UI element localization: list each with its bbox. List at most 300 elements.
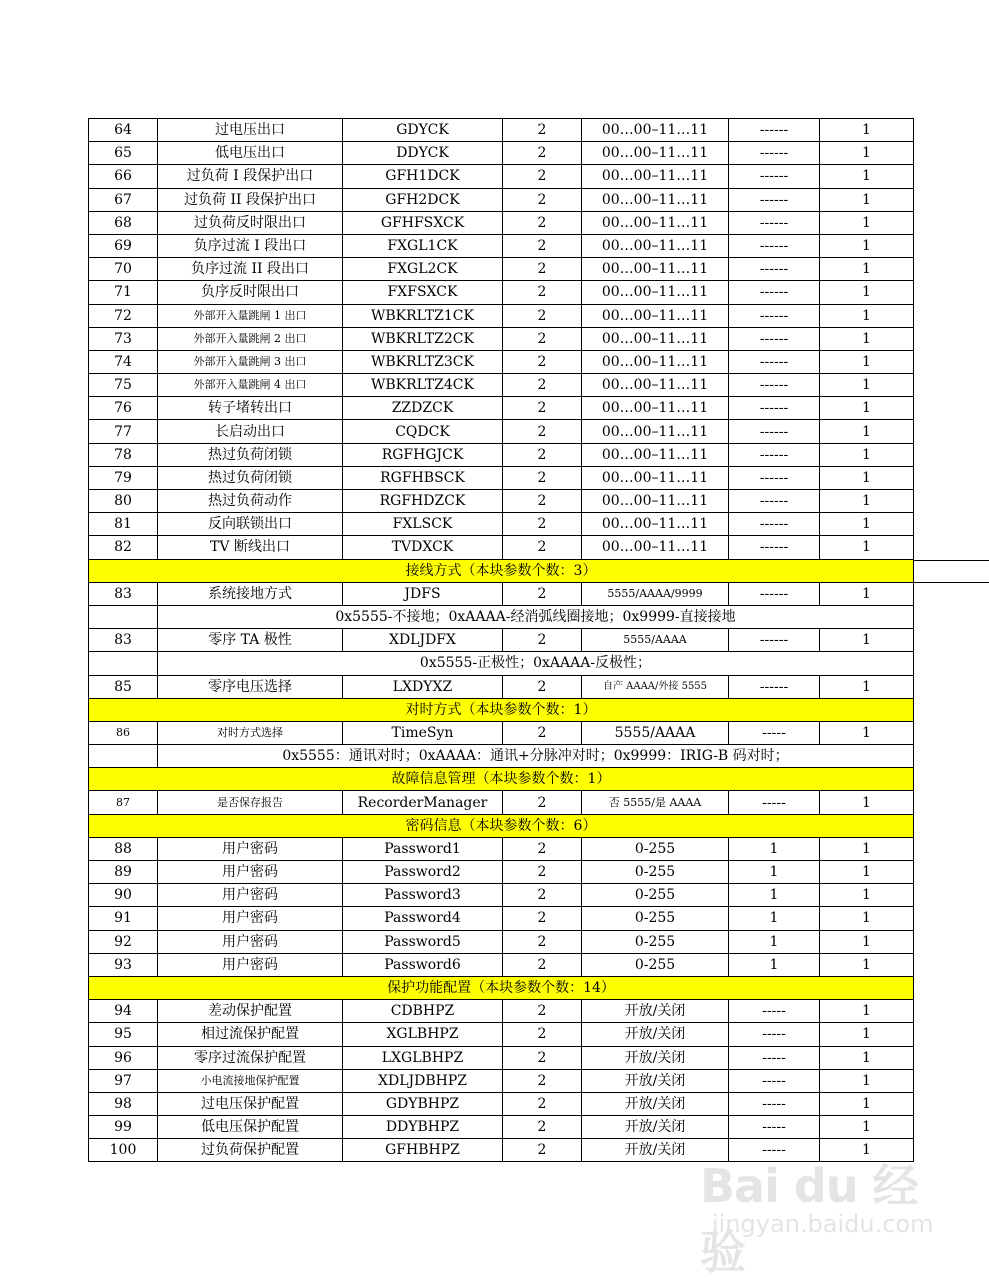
cell-factor: 1: [820, 791, 914, 814]
cell-no: 74: [89, 350, 158, 373]
cell-no: 88: [89, 837, 158, 860]
note-row: [89, 745, 914, 768]
cell-range: 否 5555/是 AAAA: [582, 791, 729, 814]
cell-len: 2: [503, 1092, 582, 1115]
cell-len: 2: [503, 884, 582, 907]
cell-name: 零序电压选择: [158, 675, 343, 698]
table-row: [89, 142, 914, 165]
cell-unit: ------: [729, 629, 820, 652]
cell-range: 00…00–11…11: [582, 420, 729, 443]
cell-factor: 1: [820, 234, 914, 257]
cell-range: 开放/关闭: [582, 1000, 729, 1023]
cell-no: 79: [89, 466, 158, 489]
cell-range: 00…00–11…11: [582, 536, 729, 559]
table-row: [89, 907, 914, 930]
watermark-logo: Bai du 经验: [700, 1159, 918, 1279]
cell-unit: ------: [729, 536, 820, 559]
cell-name: 外部开入量跳闸 3 出口: [158, 350, 343, 373]
table-row: [89, 420, 914, 443]
cell-name: 对时方式选择: [158, 721, 343, 744]
baidu-jingyan-watermark: [700, 1150, 940, 1279]
parameter-table-body: [89, 119, 914, 1162]
section-title: 保护功能配置（本块参数个数：14）: [89, 976, 914, 999]
cell-name: 外部开入量跳闸 2 出口: [158, 327, 343, 350]
cell-no: 81: [89, 513, 158, 536]
cell-range: 0-255: [582, 884, 729, 907]
cell-len: 2: [503, 211, 582, 234]
cell-range: 00…00–11…11: [582, 397, 729, 420]
cell-unit: ------: [729, 675, 820, 698]
cell-factor: 1: [820, 1023, 914, 1046]
table-row: [89, 837, 914, 860]
cell-range: 00…00–11…11: [582, 443, 729, 466]
table-row: [89, 466, 914, 489]
cell-unit: -----: [729, 1139, 820, 1162]
cell-no: 80: [89, 490, 158, 513]
section-header-row: [89, 559, 914, 582]
cell-code: GDYCK: [343, 119, 503, 142]
cell-len: 2: [503, 930, 582, 953]
cell-factor: 1: [820, 1046, 914, 1069]
table-row: [89, 791, 914, 814]
cell-range: 00…00–11…11: [582, 490, 729, 513]
cell-len: 2: [503, 629, 582, 652]
cell-code: TVDXCK: [343, 536, 503, 559]
cell-no: 73: [89, 327, 158, 350]
cell-name: 长启动出口: [158, 420, 343, 443]
cell-no: 65: [89, 142, 158, 165]
cell-len: 2: [503, 350, 582, 373]
cell-unit: ------: [729, 397, 820, 420]
table-row: [89, 188, 914, 211]
cell-code: LXGLBHPZ: [343, 1046, 503, 1069]
cell-name: 过负荷 I 段保护出口: [158, 165, 343, 188]
cell-len: 2: [503, 536, 582, 559]
cell-unit: ------: [729, 350, 820, 373]
cell-code: GFH2DCK: [343, 188, 503, 211]
table-row: [89, 513, 914, 536]
cell-unit: 1: [729, 837, 820, 860]
cell-unit: 1: [729, 953, 820, 976]
cell-unit: 1: [729, 907, 820, 930]
cell-factor: 1: [820, 582, 914, 605]
cell-factor: 1: [820, 861, 914, 884]
table-row: [89, 119, 914, 142]
cell-no: 69: [89, 234, 158, 257]
cell-code: RecorderManager: [343, 791, 503, 814]
cell-len: 2: [503, 1046, 582, 1069]
cell-no: 77: [89, 420, 158, 443]
cell-len: 2: [503, 837, 582, 860]
cell-factor: 1: [820, 721, 914, 744]
cell-len: 2: [503, 420, 582, 443]
cell-code: GFHFSXCK: [343, 211, 503, 234]
table-row: [89, 1069, 914, 1092]
cell-no: 66: [89, 165, 158, 188]
cell-len: 2: [503, 397, 582, 420]
cell-unit: ------: [729, 443, 820, 466]
cell-no: 99: [89, 1116, 158, 1139]
cell-factor: 1: [820, 142, 914, 165]
table-row: [89, 1092, 914, 1115]
cell-len: 2: [503, 513, 582, 536]
cell-len: 2: [503, 791, 582, 814]
cell-name: 热过负荷动作: [158, 490, 343, 513]
table-row: [89, 1046, 914, 1069]
cell-range: 自产 AAAA/外接 5555: [582, 675, 729, 698]
cell-code: Password6: [343, 953, 503, 976]
cell-no: 83: [89, 629, 158, 652]
cell-len: 2: [503, 165, 582, 188]
cell-range: 00…00–11…11: [582, 304, 729, 327]
cell-no: 98: [89, 1092, 158, 1115]
table-row: [89, 930, 914, 953]
cell-factor: 1: [820, 837, 914, 860]
cell-name: 零序 TA 极性: [158, 629, 343, 652]
cell-factor: 1: [820, 1092, 914, 1115]
cell-name: 外部开入量跳闸 4 出口: [158, 374, 343, 397]
cell-name: 差动保护配置: [158, 1000, 343, 1023]
cell-unit: -----: [729, 1046, 820, 1069]
cell-len: 2: [503, 188, 582, 211]
cell-unit: ------: [729, 258, 820, 281]
table-row: [89, 397, 914, 420]
cell-unit: 1: [729, 930, 820, 953]
cell-range: 00…00–11…11: [582, 327, 729, 350]
cell-no: 90: [89, 884, 158, 907]
cell-name: 外部开入量跳闸 1 出口: [158, 304, 343, 327]
table-row: [89, 536, 914, 559]
cell-factor: 1: [820, 1069, 914, 1092]
cell-len: 2: [503, 721, 582, 744]
cell-name: 是否保存报告: [158, 791, 343, 814]
cell-no: 78: [89, 443, 158, 466]
cell-no: 86: [89, 721, 158, 744]
cell-factor: 1: [820, 281, 914, 304]
cell-factor: 1: [820, 165, 914, 188]
table-row: [89, 1023, 914, 1046]
table-row: [89, 675, 914, 698]
cell-range: 0-255: [582, 930, 729, 953]
note-blank-cell: [89, 652, 158, 675]
cell-range: 00…00–11…11: [582, 374, 729, 397]
section-title: 对时方式（本块参数个数：1）: [89, 698, 914, 721]
cell-name: 低电压保护配置: [158, 1116, 343, 1139]
cell-name: 用户密码: [158, 837, 343, 860]
cell-no: 75: [89, 374, 158, 397]
cell-range: 00…00–11…11: [582, 466, 729, 489]
cell-range: 开放/关闭: [582, 1116, 729, 1139]
watermark-url: jingyan.baidu.com: [712, 1210, 934, 1238]
table-row: [89, 861, 914, 884]
cell-len: 2: [503, 1116, 582, 1139]
cell-no: 95: [89, 1023, 158, 1046]
cell-len: 2: [503, 119, 582, 142]
section-header-row: [89, 814, 914, 837]
cell-len: 2: [503, 142, 582, 165]
cell-code: Password2: [343, 861, 503, 884]
cell-unit: ------: [729, 234, 820, 257]
cell-name: 反向联锁出口: [158, 513, 343, 536]
cell-no: 83: [89, 582, 158, 605]
cell-unit: -----: [729, 1000, 820, 1023]
cell-code: GFHBHPZ: [343, 1139, 503, 1162]
cell-unit: ------: [729, 420, 820, 443]
table-row: [89, 582, 914, 605]
cell-no: 67: [89, 188, 158, 211]
cell-code: XDLJDBHPZ: [343, 1069, 503, 1092]
cell-range: 5555/AAAA/9999: [582, 582, 729, 605]
cell-factor: 1: [820, 629, 914, 652]
cell-len: 2: [503, 953, 582, 976]
table-row: [89, 211, 914, 234]
cell-range: 0-255: [582, 953, 729, 976]
cell-unit: ------: [729, 165, 820, 188]
cell-no: 91: [89, 907, 158, 930]
cell-len: 2: [503, 861, 582, 884]
cell-name: 零序过流保护配置: [158, 1046, 343, 1069]
cell-range: 开放/关闭: [582, 1092, 729, 1115]
table-row: [89, 304, 914, 327]
table-row: [89, 884, 914, 907]
cell-unit: -----: [729, 1069, 820, 1092]
cell-len: 2: [503, 1139, 582, 1162]
stray-rule-2: [913, 582, 989, 583]
cell-len: 2: [503, 281, 582, 304]
stray-rule-1: [913, 560, 989, 561]
cell-factor: 1: [820, 466, 914, 489]
cell-len: 2: [503, 234, 582, 257]
cell-code: GDYBHPZ: [343, 1092, 503, 1115]
cell-name: 相过流保护配置: [158, 1023, 343, 1046]
note-text: 0x5555-不接地；0xAAAA-经消弧线圈接地；0x9999-直接接地: [158, 605, 914, 628]
cell-unit: -----: [729, 1023, 820, 1046]
cell-name: 转子堵转出口: [158, 397, 343, 420]
cell-factor: 1: [820, 443, 914, 466]
table-row: [89, 1000, 914, 1023]
cell-unit: ------: [729, 327, 820, 350]
cell-range: 开放/关闭: [582, 1139, 729, 1162]
cell-range: 00…00–11…11: [582, 350, 729, 373]
cell-factor: 1: [820, 675, 914, 698]
cell-unit: ------: [729, 374, 820, 397]
cell-code: WBKRLTZ3CK: [343, 350, 503, 373]
cell-code: ZZDZCK: [343, 397, 503, 420]
cell-factor: 1: [820, 1139, 914, 1162]
cell-no: 89: [89, 861, 158, 884]
note-text: 0x5555：通讯对时；0xAAAA：通讯+分脉冲对时；0x9999：IRIG-B 码对时；: [158, 745, 914, 768]
cell-code: JDFS: [343, 582, 503, 605]
cell-factor: 1: [820, 953, 914, 976]
note-blank-cell: [89, 745, 158, 768]
cell-unit: ------: [729, 142, 820, 165]
table-row: [89, 1116, 914, 1139]
cell-factor: 1: [820, 490, 914, 513]
cell-code: Password5: [343, 930, 503, 953]
parameter-table: [88, 118, 914, 1162]
cell-range: 0-255: [582, 907, 729, 930]
cell-range: 5555/AAAA: [582, 629, 729, 652]
cell-code: XGLBHPZ: [343, 1023, 503, 1046]
cell-name: 热过负荷闭锁: [158, 466, 343, 489]
cell-name: 用户密码: [158, 861, 343, 884]
cell-len: 2: [503, 304, 582, 327]
cell-unit: -----: [729, 721, 820, 744]
note-row: [89, 652, 914, 675]
note-text: 0x5555-正极性；0xAAAA-反极性；: [158, 652, 914, 675]
cell-code: DDYCK: [343, 142, 503, 165]
cell-factor: 1: [820, 258, 914, 281]
cell-unit: ------: [729, 188, 820, 211]
cell-factor: 1: [820, 907, 914, 930]
table-row: [89, 281, 914, 304]
table-row: [89, 374, 914, 397]
cell-name: 用户密码: [158, 907, 343, 930]
cell-name: TV 断线出口: [158, 536, 343, 559]
cell-no: 70: [89, 258, 158, 281]
cell-name: 过电压出口: [158, 119, 343, 142]
cell-range: 00…00–11…11: [582, 119, 729, 142]
cell-code: FXFSXCK: [343, 281, 503, 304]
cell-no: 96: [89, 1046, 158, 1069]
cell-no: 85: [89, 675, 158, 698]
cell-range: 开放/关闭: [582, 1069, 729, 1092]
cell-factor: 1: [820, 1000, 914, 1023]
table-row: [89, 953, 914, 976]
cell-name: 负序过流 II 段出口: [158, 258, 343, 281]
cell-no: 71: [89, 281, 158, 304]
cell-len: 2: [503, 582, 582, 605]
cell-range: 00…00–11…11: [582, 211, 729, 234]
cell-code: WBKRLTZ2CK: [343, 327, 503, 350]
cell-no: 97: [89, 1069, 158, 1092]
cell-code: RGFHDZCK: [343, 490, 503, 513]
cell-name: 用户密码: [158, 884, 343, 907]
note-row: [89, 605, 914, 628]
cell-no: 76: [89, 397, 158, 420]
cell-range: 00…00–11…11: [582, 234, 729, 257]
table-row: [89, 721, 914, 744]
section-title: 密码信息（本块参数个数：6）: [89, 814, 914, 837]
cell-name: 用户密码: [158, 953, 343, 976]
cell-code: FXLSCK: [343, 513, 503, 536]
section-header-row: [89, 976, 914, 999]
cell-unit: 1: [729, 861, 820, 884]
cell-code: RGFHGJCK: [343, 443, 503, 466]
table-row: [89, 490, 914, 513]
cell-range: 5555/AAAA: [582, 721, 729, 744]
cell-code: FXGL2CK: [343, 258, 503, 281]
cell-range: 开放/关闭: [582, 1023, 729, 1046]
cell-name: 过负荷 II 段保护出口: [158, 188, 343, 211]
cell-name: 过负荷反时限出口: [158, 211, 343, 234]
cell-code: Password3: [343, 884, 503, 907]
cell-range: 0-255: [582, 861, 729, 884]
cell-len: 2: [503, 258, 582, 281]
cell-code: DDYBHPZ: [343, 1116, 503, 1139]
cell-unit: -----: [729, 1116, 820, 1139]
cell-code: CDBHPZ: [343, 1000, 503, 1023]
cell-len: 2: [503, 1023, 582, 1046]
cell-factor: 1: [820, 350, 914, 373]
table-row: [89, 350, 914, 373]
cell-unit: ------: [729, 466, 820, 489]
table-row: [89, 258, 914, 281]
cell-code: CQDCK: [343, 420, 503, 443]
cell-range: 00…00–11…11: [582, 188, 729, 211]
cell-len: 2: [503, 1000, 582, 1023]
cell-unit: ------: [729, 513, 820, 536]
cell-range: 00…00–11…11: [582, 165, 729, 188]
cell-factor: 1: [820, 397, 914, 420]
cell-no: 82: [89, 536, 158, 559]
cell-name: 用户密码: [158, 930, 343, 953]
cell-len: 2: [503, 1069, 582, 1092]
cell-code: Password4: [343, 907, 503, 930]
cell-range: 00…00–11…11: [582, 513, 729, 536]
cell-no: 92: [89, 930, 158, 953]
cell-len: 2: [503, 374, 582, 397]
cell-code: FXGL1CK: [343, 234, 503, 257]
cell-no: 64: [89, 119, 158, 142]
cell-no: 93: [89, 953, 158, 976]
cell-unit: ------: [729, 119, 820, 142]
cell-name: 负序反时限出口: [158, 281, 343, 304]
cell-unit: 1: [729, 884, 820, 907]
cell-unit: ------: [729, 304, 820, 327]
cell-name: 过电压保护配置: [158, 1092, 343, 1115]
cell-name: 小电流接地保护配置: [158, 1069, 343, 1092]
cell-factor: 1: [820, 327, 914, 350]
cell-len: 2: [503, 327, 582, 350]
cell-len: 2: [503, 675, 582, 698]
cell-len: 2: [503, 490, 582, 513]
cell-no: 72: [89, 304, 158, 327]
table-row: [89, 629, 914, 652]
cell-factor: 1: [820, 211, 914, 234]
table-row: [89, 165, 914, 188]
cell-code: RGFHBSCK: [343, 466, 503, 489]
cell-name: 低电压出口: [158, 142, 343, 165]
table-row: [89, 234, 914, 257]
cell-factor: 1: [820, 188, 914, 211]
cell-len: 2: [503, 907, 582, 930]
cell-range: 00…00–11…11: [582, 281, 729, 304]
cell-code: XDLJDFX: [343, 629, 503, 652]
cell-code: WBKRLTZ1CK: [343, 304, 503, 327]
cell-len: 2: [503, 443, 582, 466]
table-row: [89, 327, 914, 350]
cell-name: 负序过流 I 段出口: [158, 234, 343, 257]
cell-unit: ------: [729, 281, 820, 304]
cell-unit: ------: [729, 211, 820, 234]
cell-factor: 1: [820, 374, 914, 397]
cell-factor: 1: [820, 930, 914, 953]
cell-code: LXDYXZ: [343, 675, 503, 698]
cell-unit: ------: [729, 490, 820, 513]
cell-factor: 1: [820, 420, 914, 443]
cell-code: WBKRLTZ4CK: [343, 374, 503, 397]
cell-factor: 1: [820, 513, 914, 536]
cell-name: 热过负荷闭锁: [158, 443, 343, 466]
cell-name: 过负荷保护配置: [158, 1139, 343, 1162]
note-blank-cell: [89, 605, 158, 628]
section-title: 故障信息管理（本块参数个数：1）: [89, 768, 914, 791]
section-header-row: [89, 698, 914, 721]
cell-code: Password1: [343, 837, 503, 860]
cell-range: 0-255: [582, 837, 729, 860]
cell-range: 00…00–11…11: [582, 258, 729, 281]
